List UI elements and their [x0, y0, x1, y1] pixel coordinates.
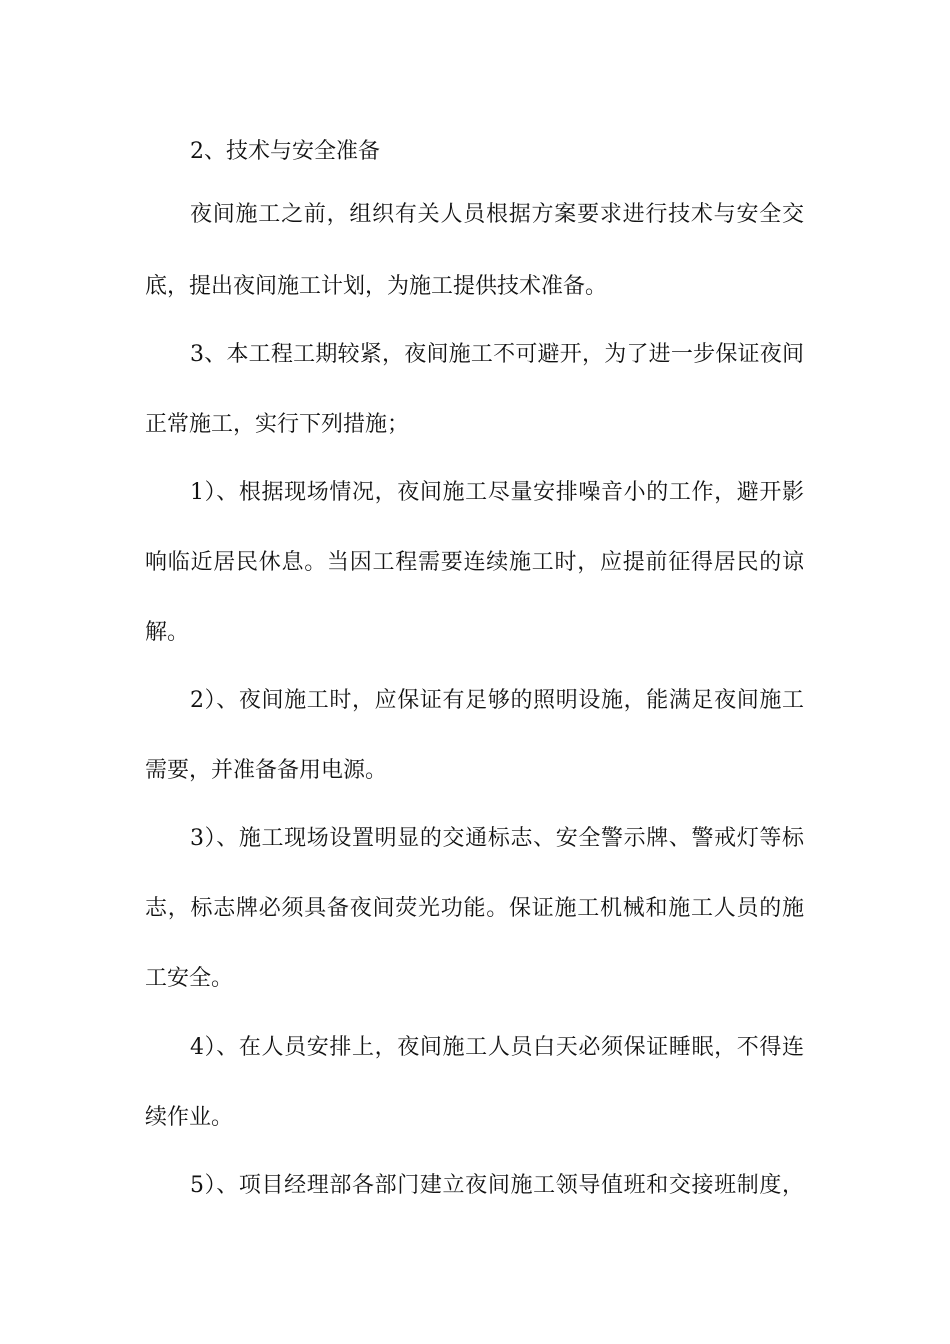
paragraph-line: 底，提出夜间施工计划，为施工提供技术准备。 — [145, 274, 608, 299]
paragraph-line: 志，标志牌必须具备夜间荧光功能。保证施工机械和施工人员的施 — [145, 896, 804, 921]
section-heading: 2、技术与安全准备 — [190, 139, 380, 164]
paragraph-line: 工安全。 — [145, 966, 234, 991]
paragraph-line: 正常施工，实行下列措施； — [145, 412, 410, 437]
paragraph-line: 1）、根据现场情况，夜间施工尽量安排噪音小的工作，避开影 — [190, 480, 804, 505]
paragraph-line: 3、本工程工期较紧，夜间施工不可避开，为了进一步保证夜间 — [190, 342, 804, 367]
paragraph-line: 续作业。 — [145, 1105, 234, 1130]
paragraph-line: 5）、项目经理部各部门建立夜间施工领导值班和交接班制度， — [190, 1173, 804, 1198]
paragraph-line: 2）、夜间施工时，应保证有足够的照明设施，能满足夜间施工 — [190, 688, 804, 713]
paragraph-line: 夜间施工之前，组织有关人员根据方案要求进行技术与安全交 — [190, 202, 804, 227]
paragraph-line: 4）、在人员安排上，夜间施工人员白天必须保证睡眠，不得连 — [190, 1035, 804, 1060]
paragraph-line: 解。 — [145, 620, 190, 645]
paragraph-line: 需要，并准备备用电源。 — [145, 758, 388, 783]
paragraph-line: 响临近居民休息。当因工程需要连续施工时，应提前征得居民的谅 — [145, 550, 804, 575]
paragraph-line: 3）、施工现场设置明显的交通标志、安全警示牌、警戒灯等标 — [190, 826, 804, 851]
